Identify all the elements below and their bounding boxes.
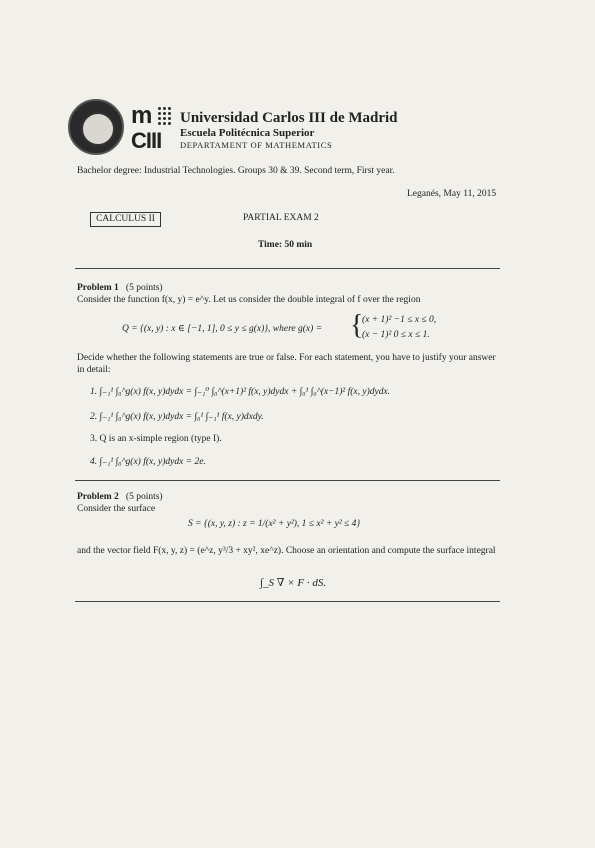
statement-4: 4. ∫₋₁¹ ∫₀^g(x) f(x, y)dydx = 2e. bbox=[90, 457, 206, 467]
surface-definition: S = {(x, y, z) : z = 1/(x² + y²), 1 ≤ x² + y² ≤ 4} bbox=[188, 519, 361, 529]
university-seal-logo bbox=[68, 99, 124, 155]
exam-title: PARTIAL EXAM 2 bbox=[243, 213, 319, 223]
problem1-points: (5 points) bbox=[125, 283, 163, 293]
case-1: (x + 1)² −1 ≤ x ≤ 0, bbox=[362, 315, 437, 325]
department-name: DEPARTAMENT OF MATHEMATICS bbox=[180, 140, 333, 150]
divider bbox=[75, 480, 500, 481]
problem1-heading bbox=[77, 283, 163, 293]
vector-field-text: and the vector field F(x, y, z) = (e^z, y³/3 + xy², xe^z). Choose an orientation and compute the surface integral bbox=[77, 546, 496, 556]
statement-1: 1. ∫₋₁¹ ∫₀^g(x) f(x, y)dydx = ∫₋₁⁰ ∫₀^(x+1)² f(x, y)dydx + ∫₀¹ ∫₀^(x−1)² f(x, y)dydx. bbox=[90, 387, 391, 397]
course-box: CALCULUS II bbox=[90, 212, 161, 227]
problem1-title: Problem 1 bbox=[77, 283, 119, 293]
case-2: (x − 1)² 0 ≤ x ≤ 1. bbox=[362, 330, 430, 340]
exam-time: Time: 50 min bbox=[258, 240, 313, 250]
school-name: Escuela Politécnica Superior bbox=[180, 127, 315, 139]
problem2-heading bbox=[77, 492, 163, 502]
divider bbox=[75, 268, 500, 269]
problem2-intro: Consider the surface bbox=[77, 504, 156, 514]
uc3m-logo: m CIII bbox=[131, 104, 175, 156]
region-definition: Q = {(x, y) : x ∈ [−1, 1], 0 ≤ y ≤ g(x)}, where g(x) = bbox=[122, 324, 323, 334]
problem2-points: (5 points) bbox=[125, 492, 163, 502]
statement-2: 2. ∫₋₁¹ ∫₀^g(x) f(x, y)dydx = ∫₀¹ ∫₋₁¹ f(x, y)dxdy. bbox=[90, 412, 264, 422]
problem1-instructions: Decide whether the following statements are true or false. For each statement, you have to justify your answer in detail: bbox=[77, 353, 496, 375]
problem2-title: Problem 2 bbox=[77, 492, 119, 502]
university-name: Universidad Carlos III de Madrid bbox=[180, 110, 398, 126]
place-date: Leganés, May 11, 2015 bbox=[407, 189, 497, 199]
brace: { bbox=[350, 310, 364, 341]
surface-integral: ∫_S ∇ × F · dS. bbox=[260, 577, 327, 589]
problem1-intro: Consider the function f(x, y) = e^y. Let us consider the double integral of f over the region bbox=[77, 295, 421, 305]
divider bbox=[75, 601, 500, 602]
statement-3: 3. Q is an x-simple region (type I). bbox=[90, 434, 222, 444]
degree-line: Bachelor degree: Industrial Technologies. Groups 30 & 39. Second term, First year. bbox=[77, 166, 395, 176]
